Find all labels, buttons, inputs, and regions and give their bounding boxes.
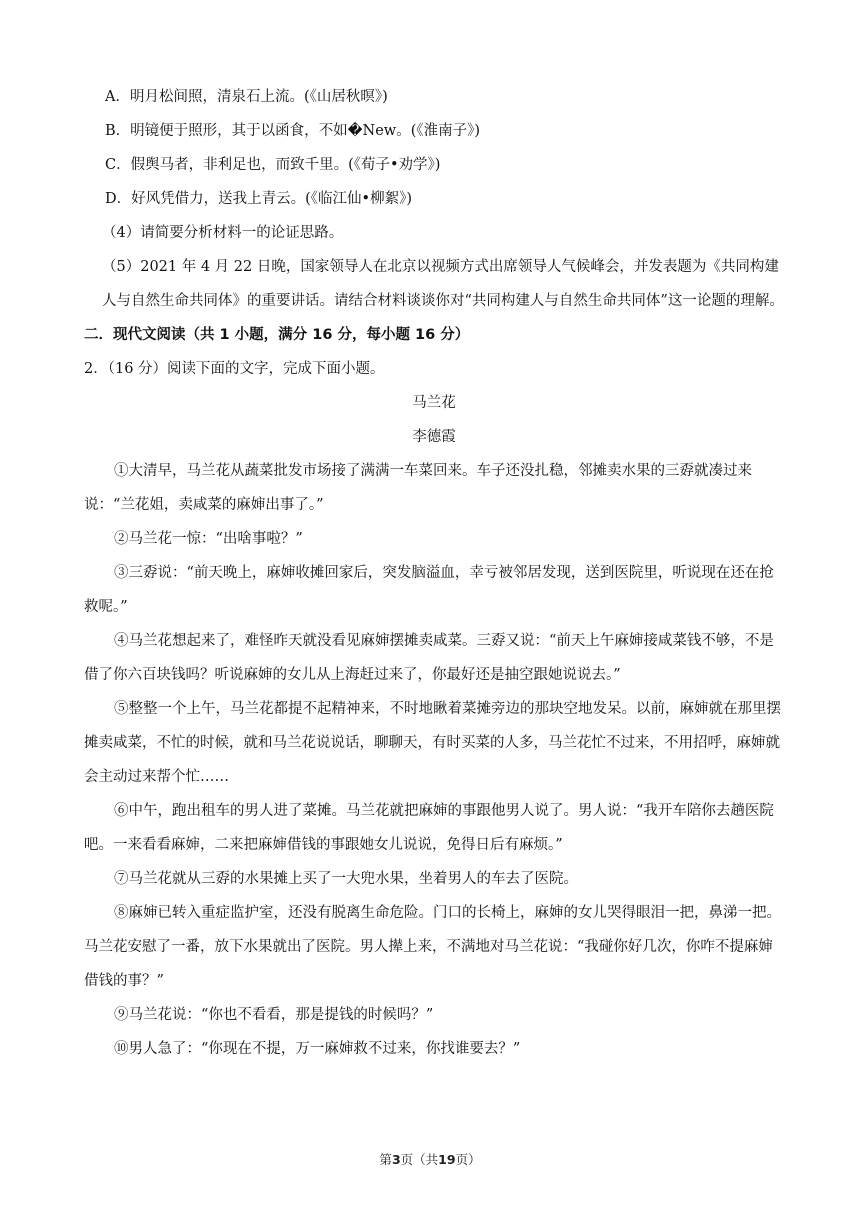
paragraph-3: ③三孬说：“前天晚上，麻婶收摊回家后，突发脑溢血，幸亏被邻居发现，送到医院里，听说现在还在抢救呢。” (84, 565, 774, 615)
paragraph-5: ⑤整整一个上午，马兰花都提不起精神来，不时地瞅着菜摊旁边的那块空地发呆。以前，麻婶就在那里摆摊卖咸菜，不忙的时候，就和马兰花说说话，聊聊天，有时买菜的人多，马兰花忙不过来，不用招呼，麻婶就会主动过来帮个忙…… (84, 701, 781, 785)
option-b: B．明镜便于照形，其于以函食，不如�New。(《淮南子》) (105, 123, 481, 139)
paragraph-6: ⑥中午，跑出租车的男人进了菜摊。马兰花就把麻婶的事跟他男人说了。男人说：“我开车陪你去趟医院吧。一来看看麻婶，二来把麻婶借钱的事跟她女儿说说，免得日后有麻烦。” (84, 803, 774, 853)
option-c: C．假舆马者，非利足也，而致千里。(《荀子•劝学》) (105, 157, 441, 173)
option-d: D．好风凭借力，送我上青云。(《临江仙•柳絮》) (105, 191, 412, 207)
footer-total-pages: 19 (438, 1152, 456, 1167)
paragraph-9: ⑨马兰花说：“你也不看看，那是提钱的时候吗？” (114, 1007, 434, 1023)
document-page (84, 80, 784, 1066)
question-4: （4）请简要分析材料一的论证思路。 (102, 225, 344, 241)
paragraph-8: ⑧麻婶已转入重症监护室，还没有脱离生命危险。门口的长椅上，麻婶的女儿哭得眼泪一把，鼻涕一把。马兰花安慰了一番，放下水果就出了医院。男人撵上来，不满地对马兰花说：“我碰你好几次，你咋不提麻婶借钱的事？” (84, 905, 781, 989)
paragraph-2: ②马兰花一惊：“出啥事啦？” (114, 531, 303, 547)
footer-mid: 页（共 (400, 1152, 439, 1167)
footer-page-number: 3 (391, 1152, 401, 1167)
story-author: 李德霞 (412, 429, 456, 445)
paragraph-4: ④马兰花想起来了，难怪昨天就没看见麻婶摆摊卖咸菜。三孬又说：“前天上午麻婶接咸菜钱不够，不是借了你六百块钱吗？听说麻婶的女儿从上海赶过来了，你最好还是抽空跟她说说去。” (84, 633, 774, 683)
paragraph-7: ⑦马兰花就从三孬的水果摊上买了一大兜水果，坐着男人的车去了医院。 (114, 871, 578, 887)
footer-suffix: 页） (455, 1152, 481, 1167)
footer-prefix: 第 (379, 1152, 392, 1167)
story-title: 马兰花 (412, 395, 456, 411)
section-heading: 二．现代文阅读（共 1 小题，满分 16 分，每小题 16 分） (84, 327, 470, 343)
page-footer (0, 1150, 860, 1168)
question-5: （5）2021 年 4 月 22 日晚，国家领导人在北京以视频方式出席领导人气候峰会，并发表题为《共同构建人与自然生命共同体》的重要讲话。请结合材料谈谈你对“共同构建人与自然生命共同体”这一论题的理解。 (102, 259, 784, 309)
question-2-intro: 2．（16 分）阅读下面的文字，完成下面小题。 (84, 361, 385, 377)
paragraph-10: ⑩男人急了：“你现在不提，万一麻婶救不过来，你找谁要去？” (114, 1041, 521, 1057)
option-a: A．明月松间照，清泉石上流。(《山居秋暝》) (105, 89, 388, 105)
paragraph-1: ①大清早，马兰花从蔬菜批发市场接了满满一车菜回来。车子还没扎稳，邻摊卖水果的三孬就凑过来说：“兰花姐，卖咸菜的麻婶出事了。” (84, 463, 752, 513)
